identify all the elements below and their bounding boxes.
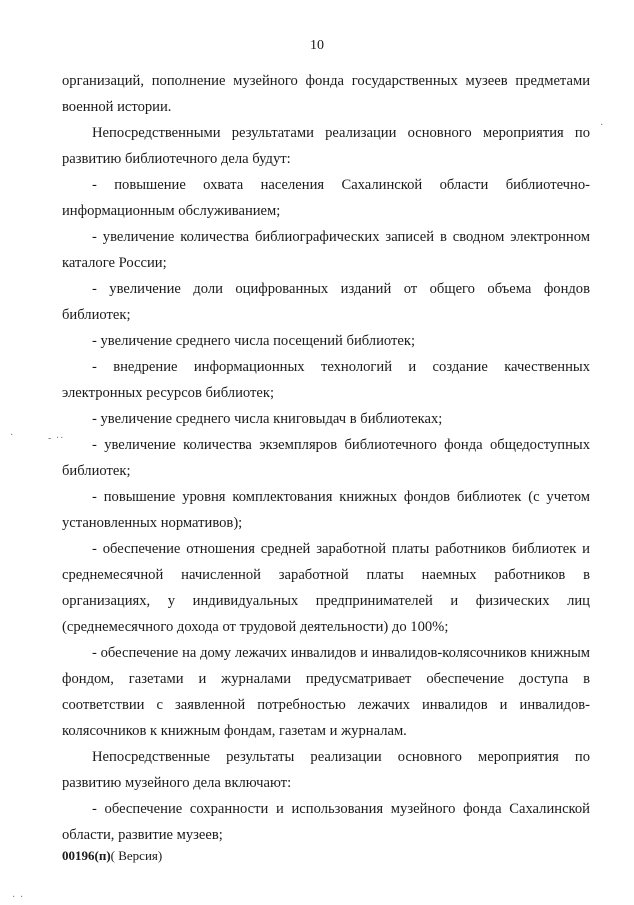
list-item: - обеспечение отношения средней заработной платы работников библиотек и среднемесячной начисленной заработной платы наемных работников в организациях, у индивидуальных предпринимателей и физических лиц (среднемесячного дохода от трудовой деятельности) до 100%; — [62, 541, 590, 635]
list-item: - внедрение информационных технологий и создание качественных электронных ресурсов библиотек; — [62, 359, 590, 401]
paragraph: организаций, пополнение музейного фонда государственных музеев предметами военной истории. — [62, 73, 590, 115]
document-code: 00196(п) — [62, 848, 111, 863]
scan-artifact: - ·· — [48, 433, 65, 444]
list-item: - повышение охвата населения Сахалинской области библиотечно-информационным обслуживанием; — [62, 177, 590, 219]
paragraph: Непосредственные результаты реализации основного мероприятия по развитию музейного дела включают: — [62, 749, 590, 791]
list-item: - обеспечение на дому лежачих инвалидов и инвалидов-колясочников книжным фондом, газетами и журналами предусматривает обеспечение доступа в соответствии с заявленной потребностью лежачих инвалидов и инвалидов-колясочников к книжным фондам, газетам и журналам. — [62, 645, 590, 739]
list-item: - увеличение количества экземпляров библиотечного фонда общедоступных библиотек; — [62, 437, 590, 479]
list-item: - увеличение доли оцифрованных изданий от общего объема фондов библиотек; — [62, 281, 590, 323]
page-number: 10 — [310, 38, 324, 53]
scan-artifact: · — [600, 120, 605, 131]
list-item: - увеличение количества библиографических записей в сводном электронном каталоге России; — [62, 229, 590, 271]
list-item: - повышение уровня комплектования книжных фондов библиотек (с учетом установленных нормативов); — [62, 489, 590, 531]
list-item: - увеличение среднего числа книговыдач в библиотеках; — [92, 411, 443, 427]
footer — [62, 848, 162, 864]
scan-artifact: · — [10, 430, 15, 441]
document-version: ( Версия) — [110, 848, 163, 863]
paragraph: Непосредственными результатами реализации основного мероприятия по развитию библиотечного дела будут: — [62, 125, 590, 167]
scan-artifact: · · — [12, 892, 25, 903]
list-item: - обеспечение сохранности и использования музейного фонда Сахалинской области, развитие музеев; — [62, 801, 590, 843]
document-body — [62, 68, 590, 848]
list-item: - увеличение среднего числа посещений библиотек; — [92, 333, 416, 349]
